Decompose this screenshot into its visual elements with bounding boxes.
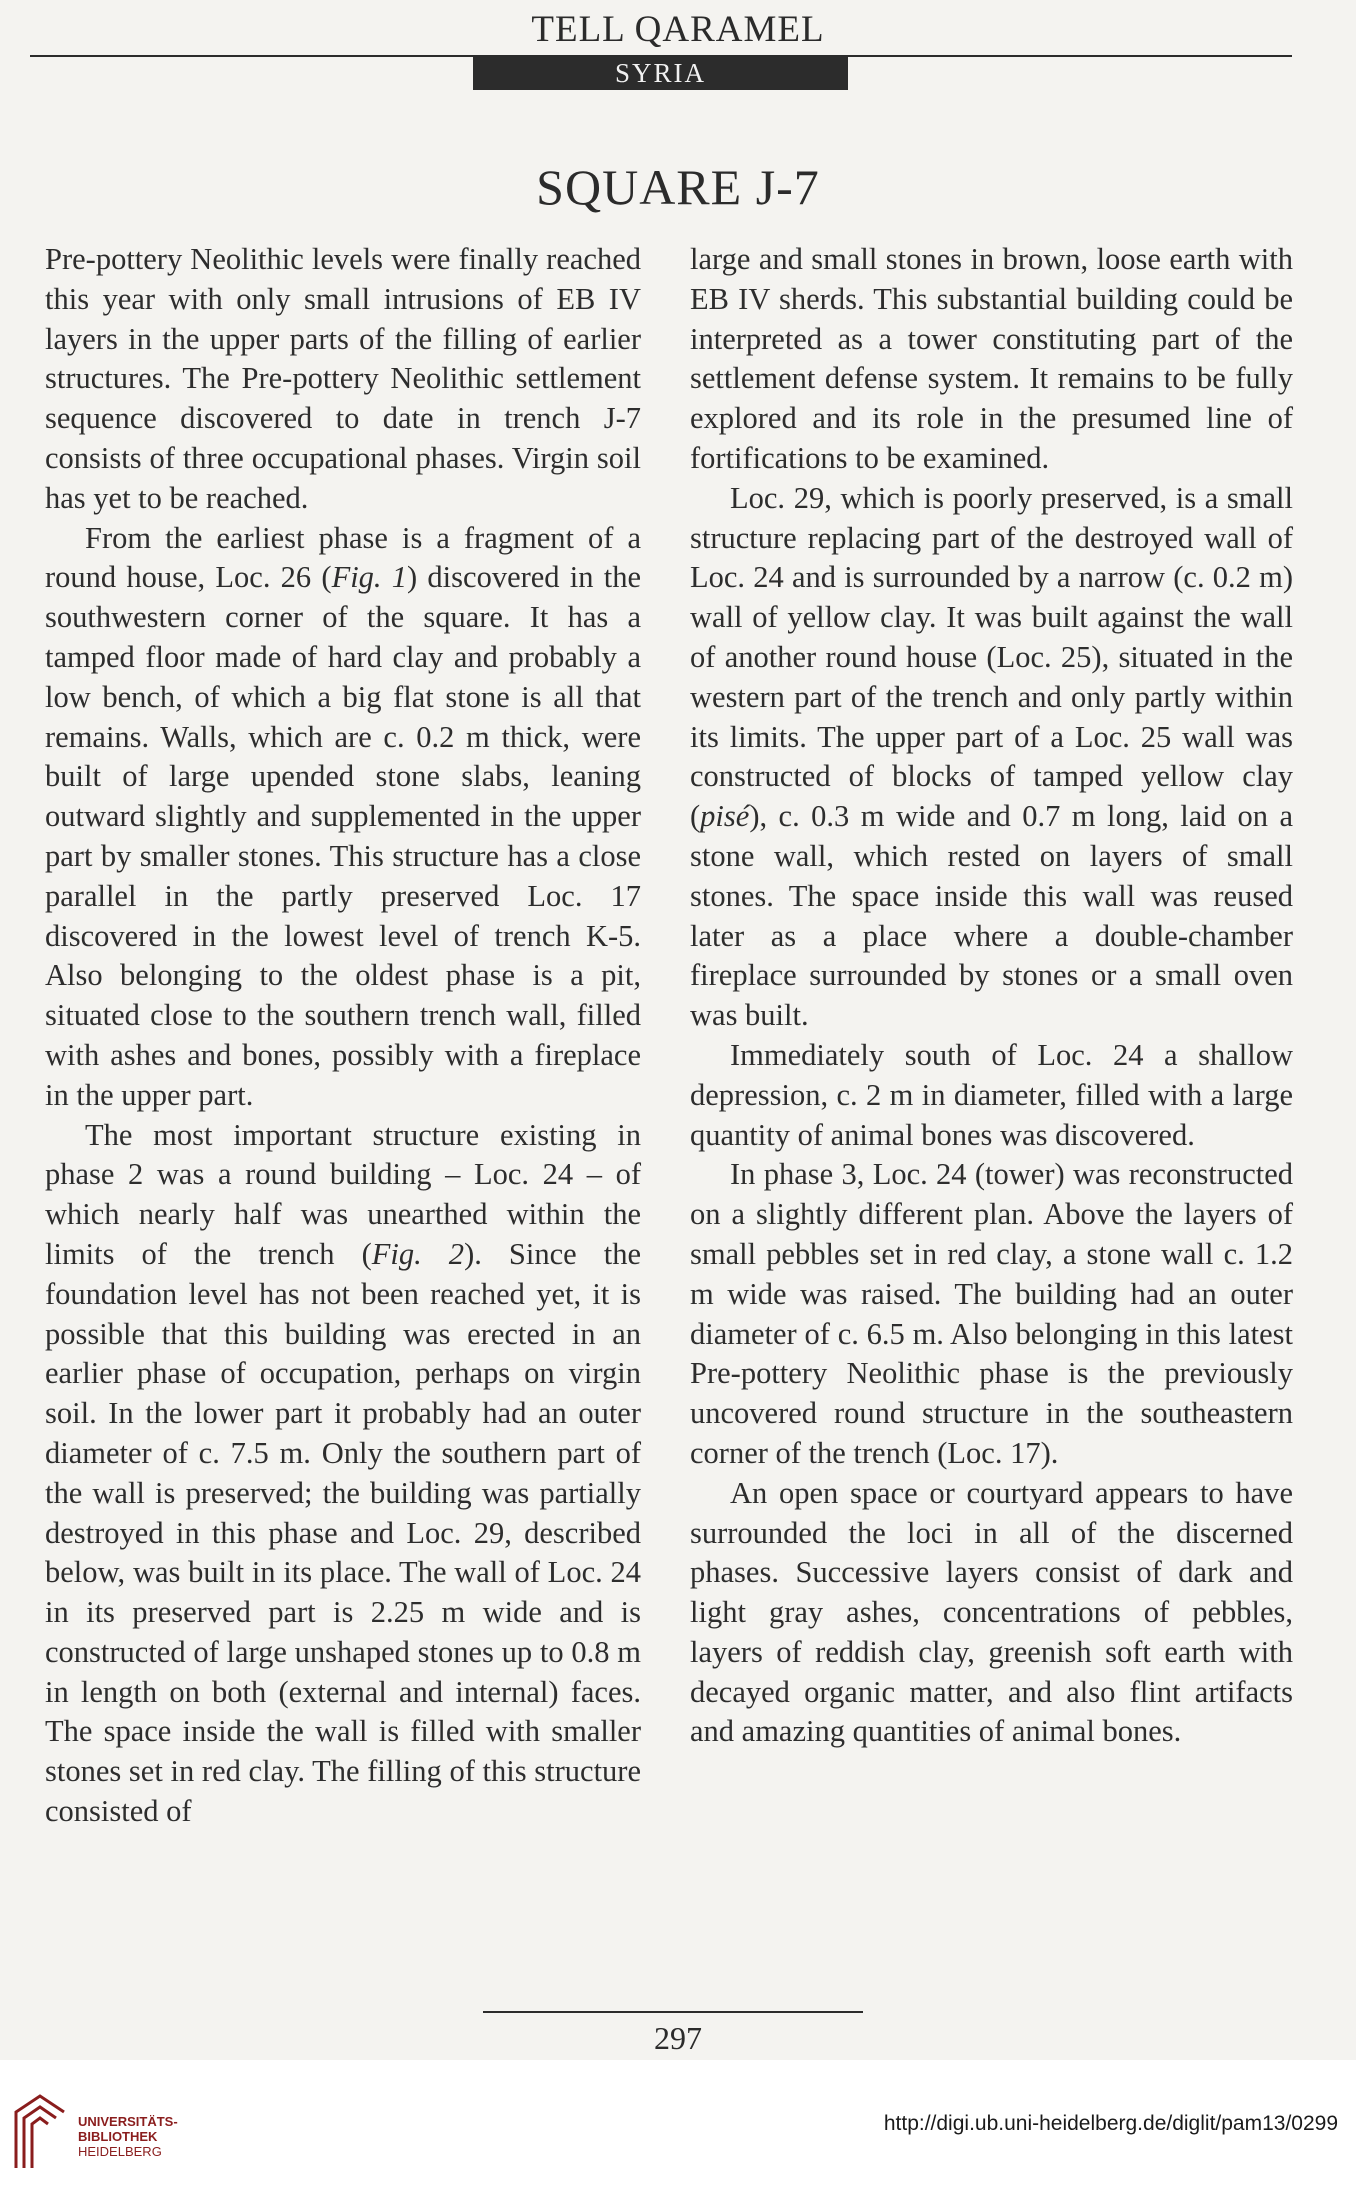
paragraph (45, 1116, 641, 1832)
source-url-link[interactable]: http://digi.ub.uni-heidelberg.de/diglit/pam13/0299 (883, 2112, 1338, 2135)
text-span: ) discovered in the southwestern corner of the square. It has a tamped floor made of hard clay and probably a low bench, of which a big flat stone is all that remains. Walls, which are c. 0.2 m thick, were built of large upended stone slabs, leaning outward slightly and supplemented in the upper part by smaller stones. This structure has a close parallel in the partly preserved Loc. 17 discovered in the lowest level of trench K-5. Also belonging to the oldest phase is a pit, situated close to the southern trench wall, filled with ashes and bones, possibly with a fireplace in the upper part. (45, 560, 641, 1112)
running-title: TELL QARAMEL (531, 9, 825, 50)
section-title: SQUARE J-7 (536, 159, 820, 215)
right-column (690, 240, 1293, 1752)
paragraph: Immediately south of Loc. 24 a shallow depression, c. 2 m in diameter, filled with a large quantity of animal bones was discovered. (690, 1037, 1293, 1152)
text-span: ). Since the foundation level has not been reached yet, it is possible that this building was erected in an earlier phase of occupation, perhaps on virgin soil. In the lower part it probably had an outer diameter of c. 7.5 m. Only the southern part of the wall is preserved; the building was partially destroyed in this phase and Loc. 29, described below, was built in its place. The wall of Loc. 24 in its preserved part is 2.25 m wide and is constructed of large unshaped stones up to 0.8 m in length on both (external and internal) faces. The space inside the wall is filled with smaller stones set in red clay. The filling of this structure consisted of (45, 1236, 641, 1829)
left-column (45, 240, 641, 1832)
paragraph (45, 519, 641, 1116)
paragraph (690, 479, 1293, 1036)
paragraph: An open space or courtyard appears to have surrounded the loci in all of the discerned phases. Successive layers consist of dark and light gray ashes, concentrations of pebbles, layers of reddish clay, greenish soft earth with decayed organic matter, and also flint artifacts and amazing quantities of animal bones. (690, 1475, 1293, 1749)
library-name-line: UNIVERSITÄTS- (78, 2114, 178, 2129)
text-span: From the earliest phase is a fragment of a round house, Loc. 26 ( (45, 520, 641, 595)
footer-rule (483, 2011, 863, 2013)
text-span: ), c. 0.3 m wide and 0.7 m long, laid on a stone wall, which rested on layers of small stones. The space inside this wall was reused later as a place where a double-chamber fireplace surrounded by stones or a small oven was built. (690, 799, 1293, 1033)
figure-reference: Fig. 2 (371, 1236, 465, 1271)
country-label: SYRIA (473, 57, 848, 90)
library-name-line: HEIDELBERG (78, 2144, 162, 2159)
library-name-line: BIBLIOTHEK (78, 2129, 158, 2144)
italic-term: pisé (700, 799, 750, 834)
paragraph: large and small stones in brown, loose earth with EB IV sherds. This substantial building could be interpreted as a tower constituting part of the settlement defense system. It remains to be fully explored and its role in the presumed line of fortifications to be examined. (690, 242, 1293, 475)
library-name (78, 2114, 178, 2159)
page-number: 297 (654, 2020, 702, 2056)
figure-reference: Fig. 1 (331, 560, 408, 595)
text-span: The most important structure existing in phase 2 was a round building – Loc. 24 – of which nearly half was unearthed within the limits of the trench ( (45, 1117, 641, 1271)
paragraph: Pre-pottery Neolithic levels were finally reached this year with only small intrusions of EB IV layers in the upper parts of the filling of earlier structures. The Pre-pottery Neolithic settlement sequence discovered to date in trench J-7 consists of three occupational phases. Virgin soil has yet to be reached. (45, 242, 641, 515)
digitization-footer (0, 2060, 1356, 2186)
paragraph: In phase 3, Loc. 24 (tower) was reconstructed on a slightly different plan. Above the layers of small pebbles set in red clay, a stone wall c. 1.2 m wide was raised. The building had an outer diameter of c. 6.5 m. Also belonging in this latest Pre-pottery Neolithic phase is the previously uncovered round structure in the southeastern corner of the trench (Loc. 17). (690, 1157, 1293, 1470)
university-library-logo-icon (10, 2090, 70, 2170)
text-span: Loc. 29, which is poorly preserved, is a small structure replacing part of the destroyed wall of Loc. 24 and is surrounded by a narrow (c. 0.2 m) wall of yellow clay. It was built against the wall of another round house (Loc. 25), situated in the western part of the trench and only partly within its limits. The upper part of a Loc. 25 wall was constructed of blocks of tamped yellow clay ( (690, 480, 1293, 834)
